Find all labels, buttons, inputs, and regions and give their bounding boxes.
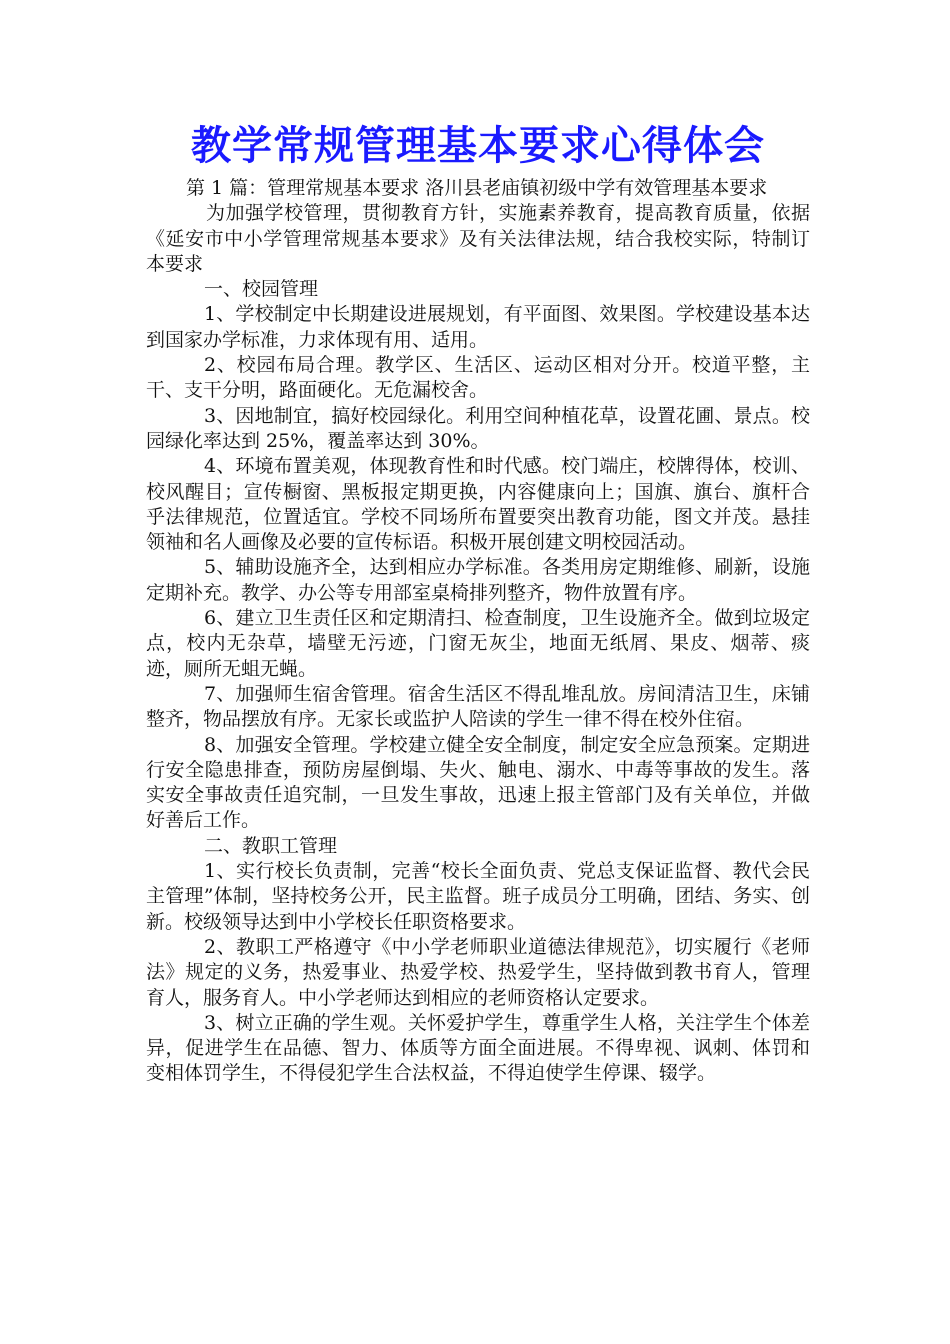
preface-paragraph: 为加强学校管理，贯彻教育方针，实施素养教育，提高教育质量，依据《延安市中小学管理常规基本要求》及有关法律法规，结合我校实际，特制订本要求 <box>146 202 810 275</box>
campus-item-7: 7、加强师生宿舍管理。宿舍生活区不得乱堆乱放。房间清洁卫生，床铺整齐，物品摆放有序。无家长或监护人陪读的学生一律不得在校外住宿。 <box>146 682 810 731</box>
section-heading-staff: 二、教职工管理 <box>204 834 338 857</box>
staff-item-3: 3、树立正确的学生观。关怀爱护学生，尊重学生人格，关注学生个体差异，促进学生在品德、智力、体质等方面全面进展。不得卑视、讽刺、体罚和变相体罚学生，不得侵犯学生合法权益，不得迫使学生停课、辍学。 <box>146 1011 810 1085</box>
intro-line: 第 1 篇：管理常规基本要求 洛川县老庙镇初级中学有效管理基本要求 <box>186 177 768 199</box>
section-heading-campus: 一、校园管理 <box>204 278 319 301</box>
campus-item-1: 1、学校制定中长期建设进展规划，有平面图、效果图。学校建设基本达到国家办学标准，力求体现有用、适用。 <box>146 303 810 351</box>
campus-item-8: 8、加强安全管理。学校建立健全安全制度，制定安全应急预案。定期进行安全隐患排查，预防房屋倒塌、失火、触电、溺水、中毒等事故的发生。落实安全事故责任追究制，一旦发生事故，迅速上报主管部门及有关单位，并做好善后工作。 <box>146 733 810 832</box>
document-title: 教学常规管理基本要求心得体会 <box>191 123 765 169</box>
campus-item-6: 6、建立卫生责任区和定期清扫、检查制度，卫生设施齐全。做到垃圾定点，校内无杂草，墙壁无污迹，门窗无灰尘，地面无纸屑、果皮、烟蒂、痰迹，厕所无蛆无蝇。 <box>146 607 810 680</box>
campus-item-4: 4、环境布置美观，体现教育性和时代感。校门端庄，校牌得体，校训、校风醒目；宣传橱窗、黑板报定期更换，内容健康向上；国旗、旗台、旗杆合乎法律规范，位置适宜。学校不同场所布置要突出教育功能，图文并茂。悬挂领袖和名人画像及必要的宣传标语。积极开展创建文明校园活动。 <box>146 455 810 554</box>
staff-item-2: 2、教职工严格遵守《中小学老师职业道德法律规范》，切实履行《老师法》规定的义务，热爱事业、热爱学校、热爱学生，坚持做到教书育人，管理育人，服务育人。中小学老师达到相应的老师资格认定要求。 <box>146 935 810 1009</box>
staff-item-1: 1、实行校长负责制，完善“校长全面负责、党总支保证监督、教代会民主管理”体制，坚持校务公开，民主监督。班子成员分工明确，团结、务实、创新。校级领导达到中小学校长任职资格要求。 <box>146 860 810 933</box>
campus-item-3: 3、因地制宜，搞好校园绿化。利用空间种植花草，设置花圃、景点。校园绿化率达到 25%，覆盖率达到 30%。 <box>146 404 810 452</box>
document-body <box>146 118 810 1087</box>
campus-item-2: 2、校园布局合理。教学区、生活区、运动区相对分开。校道平整，主干、支干分明，路面硬化。无危漏校舍。 <box>146 354 810 402</box>
campus-item-5: 5、辅助设施齐全，达到相应办学标准。各类用房定期维修、刷新，设施定期补充。教学、办公等专用部室桌椅排列整齐，物件放置有序。 <box>146 556 810 604</box>
